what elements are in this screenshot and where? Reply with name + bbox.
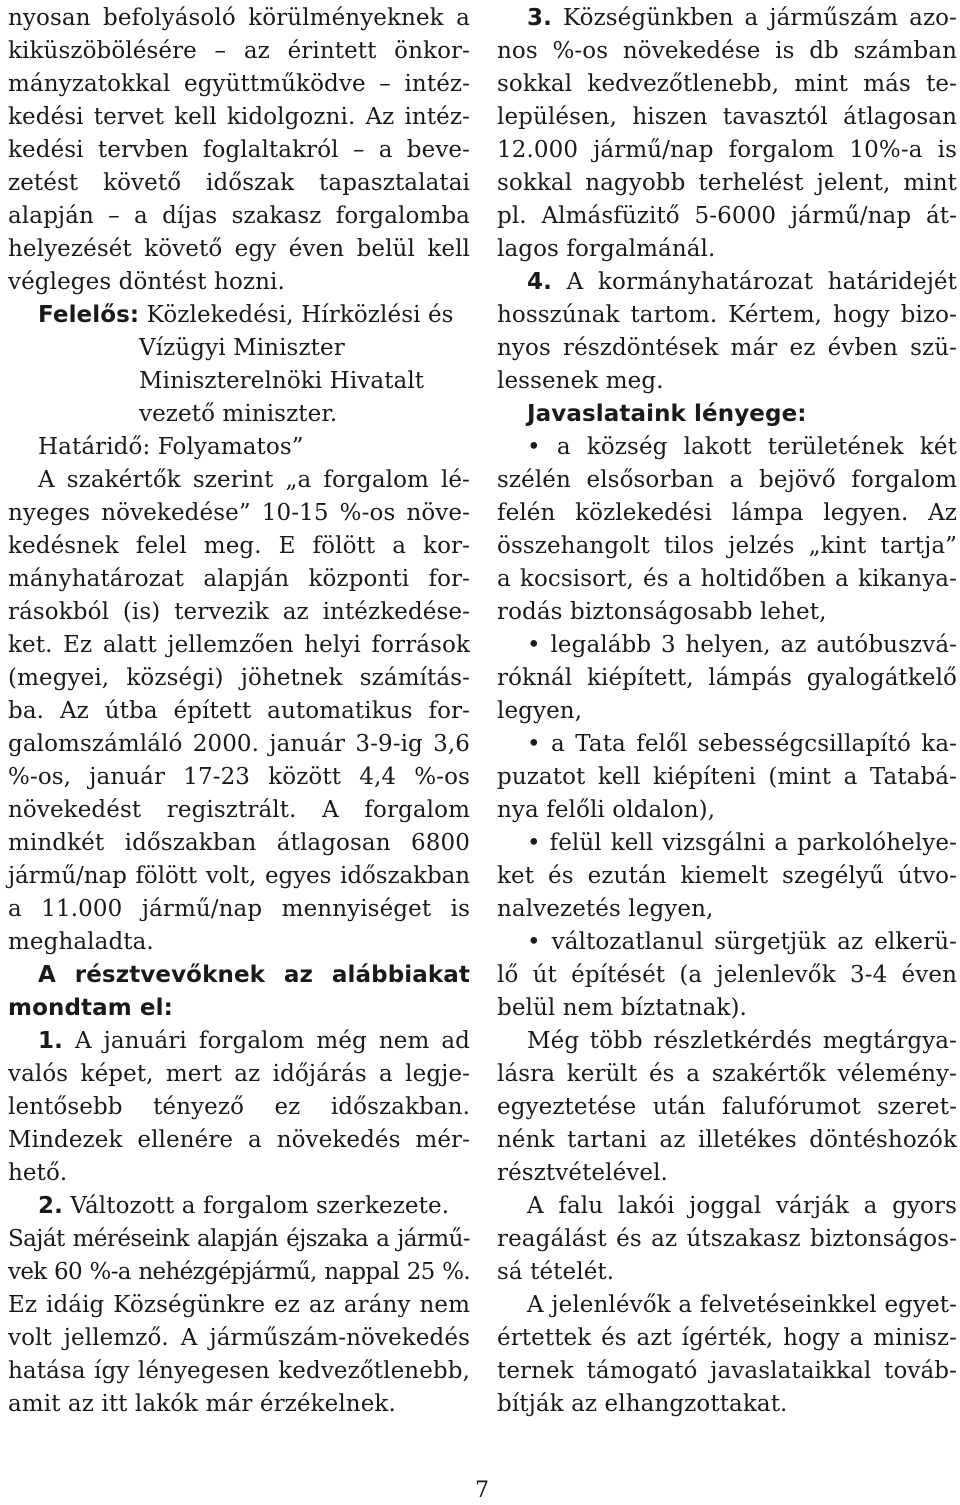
item-2 — [8, 1190, 470, 1421]
text-line: valós képet, mert az időjárás a legje- — [8, 1061, 470, 1087]
text-line: zetést követő időszak tapasztalatai — [8, 170, 470, 196]
text-line: lagos forgalmánál. — [497, 236, 716, 262]
residents-paragraph — [497, 1190, 957, 1289]
text-line: Ez idáig Községünkre ez az arány nem — [8, 1292, 470, 1318]
text-line: (megyei, községi) jöhetnek számítás- — [8, 665, 470, 691]
text-line: legyen, — [497, 698, 583, 724]
text-line: volt jellemző. A járműszám-növekedés — [8, 1325, 470, 1351]
text-line — [497, 266, 957, 299]
item-text: Változott a forgalom szerkezete. — [70, 1193, 450, 1219]
text-line: puzatot kell kiépíteni (mint a Tatabá- — [497, 764, 957, 790]
text-line: nyosan befolyásoló körülményeknek a — [8, 5, 470, 31]
text-line: %-os, január 17-23 között 4,4 %-os — [8, 764, 470, 790]
text-line: szélén elsősorban a bejövő forgalom — [497, 467, 957, 493]
text-line: a kocsisort, és a holtidőben a kikanya- — [497, 566, 957, 592]
text-line: helyezését követő egy éven belül kell — [8, 236, 470, 262]
item-4 — [497, 266, 957, 398]
responsible-text: Közlekedési, Hírközlési és — [146, 302, 454, 328]
item-1 — [8, 1025, 470, 1190]
responsible-block — [8, 299, 470, 431]
deadline-line — [8, 431, 470, 464]
text-line: mányzatokkal együttműködve – intéz- — [8, 71, 470, 97]
text-line: bítják az elhangzottakat. — [497, 1391, 788, 1417]
item-text: A januári forgalom még nem ad — [74, 1028, 470, 1054]
present-paragraph — [497, 1289, 957, 1421]
text-line: galomszámláló 2000. január 3-9-ig 3,6 — [8, 731, 470, 757]
text-line: • a Tata felől sebességcsillapító ka- — [527, 731, 957, 757]
text-line: kedési tervben foglaltakról – a beve- — [8, 137, 470, 163]
text-line: amit az itt lakók már érzékelnek. — [8, 1391, 396, 1417]
text-line: Vízügyi Miniszter — [139, 335, 345, 361]
text-line: • legalább 3 helyen, az autóbuszvá- — [527, 632, 957, 658]
responsible-label: Felelős: — [38, 302, 140, 328]
section-heading — [8, 959, 470, 1025]
intro-paragraph — [8, 2, 470, 299]
text-line: reagálást és az útszakasz biztonságos- — [497, 1226, 957, 1252]
text-line: lő út építését (a jelenlevők 3-4 éven — [497, 962, 957, 988]
text-line: róknál kiépített, lámpás gyalogátkelő — [497, 665, 957, 691]
bullet-2 — [497, 629, 957, 728]
text-line: mányhatározat alapján központi for- — [8, 566, 470, 592]
item-3 — [497, 2, 957, 266]
text-line: egyeztetése után falufórumot szeret- — [497, 1094, 957, 1120]
bullet-4 — [497, 827, 957, 926]
item-text: Községünkben a járműszám azo- — [562, 5, 957, 31]
text-line: nyos részdöntések már ez évben szü- — [497, 335, 957, 361]
text-line: sokkal kedvezőtlenebb, mint más te- — [497, 71, 957, 97]
bullet-5 — [497, 926, 957, 1025]
bullet-3 — [497, 728, 957, 827]
item-number: 3. — [527, 5, 552, 31]
text-line: kiküszöbölésére – az érintett önkor- — [8, 38, 470, 64]
text-line — [8, 299, 470, 332]
text-line: Saját méréseink alapján éjszaka a jármű- — [8, 1226, 470, 1252]
text-line — [497, 2, 957, 35]
text-line: Határidő: Folyamatos” — [38, 434, 304, 460]
text-line: vek 60 %-a nehézgépjármű, nappal 25 %. — [8, 1259, 470, 1285]
text-line: vezető miniszter. — [139, 401, 338, 427]
text-line: nyeges növekedése” 10-15 %-os növe- — [8, 500, 470, 526]
text-line: sá tételét. — [497, 1259, 615, 1285]
heading-line: Javaslataink lényege: — [527, 401, 807, 427]
text-line: ket. Ez alatt jellemzően helyi források — [8, 632, 470, 658]
text-line: pl. Almásfüzitő 5-6000 jármű/nap át- — [497, 203, 957, 229]
text-line: kedési tervet kell kidolgozni. Az intéz- — [8, 104, 470, 130]
text-line: A falu lakói joggal várják a gyors — [527, 1193, 957, 1219]
text-line: a 11.000 jármű/nap mennyiséget is — [8, 896, 470, 922]
text-line: résztvételével. — [497, 1160, 668, 1186]
text-line: sokkal nagyobb terhelést jelent, mint — [497, 170, 957, 196]
text-line: értettek és azt ígérték, hogy a minisz- — [497, 1325, 957, 1351]
text-line: Még több részletkérdés megtárgya- — [527, 1028, 957, 1054]
text-line: Miniszterelnöki Hivatalt — [139, 368, 425, 394]
text-line: lessenek meg. — [497, 368, 664, 394]
text-line: lentősebb tényező ez időszakban. — [8, 1094, 470, 1120]
more-paragraph — [497, 1025, 957, 1190]
item-number: 4. — [527, 269, 552, 295]
text-line: • változatlanul sürgetjük az elkerü- — [527, 929, 957, 955]
text-line: nalvezetés legyen, — [497, 896, 714, 922]
text-line: lásra került és a szakértők vélemény- — [497, 1061, 957, 1087]
text-line: • a község lakott területének két — [527, 434, 957, 460]
text-line: nya felőli oldalon), — [497, 797, 716, 823]
text-line: felén közlekedési lámpa legyen. Az — [497, 500, 957, 526]
text-line — [8, 1190, 470, 1223]
item-text: A kormányhatározat határidejét — [566, 269, 957, 295]
heading-line: mondtam el: — [8, 995, 173, 1021]
experts-paragraph — [8, 464, 470, 959]
text-line: lepülésen, hiszen tavasztól átlagosan — [497, 104, 957, 130]
text-line: jármű/nap fölött volt, egyes időszakban — [8, 863, 470, 889]
text-line: végleges döntést hozni. — [8, 269, 285, 295]
text-line: A jelenlévők a felvetéseinkkel egyet- — [527, 1292, 957, 1318]
text-line: nénk tartani az illetékes döntéshozók — [497, 1127, 957, 1153]
left-column — [8, 0, 470, 1421]
text-line: hatása így lényegesen kedvezőtlenebb, — [8, 1358, 470, 1384]
text-line — [8, 1025, 470, 1058]
text-line: növekedést regisztrált. A forgalom — [8, 797, 470, 823]
proposals-heading — [497, 398, 957, 431]
page-number: 7 — [475, 1478, 489, 1503]
item-number: 1. — [38, 1028, 63, 1054]
heading-line: A résztvevőknek az alábbiakat — [38, 962, 470, 988]
text-line: Mindezek ellenére a növekedés mér- — [8, 1127, 470, 1153]
item-number: 2. — [38, 1193, 63, 1219]
text-line: rodás biztonságosabb lehet, — [497, 599, 827, 625]
text-line: rásokból (is) tervezik az intézkedése- — [8, 599, 470, 625]
text-line: belül nem bíztatnak). — [497, 995, 747, 1021]
text-line: meghaladta. — [8, 929, 154, 955]
text-line: A szakértők szerint „a forgalom lé- — [38, 467, 470, 493]
text-line: ba. Az útba épített automatikus for- — [8, 698, 470, 724]
text-line: összehangolt tilos jelzés „kint tartja” — [497, 533, 957, 559]
text-line: hosszúnak tartom. Kértem, hogy bizo- — [497, 302, 957, 328]
text-line: ket és ezután kiemelt szegélyű útvo- — [497, 863, 957, 889]
text-line: nos %-os növekedése is db számban — [497, 38, 957, 64]
text-line: ternek támogató javaslataikkal továb- — [497, 1358, 957, 1384]
text-line: kedésnek felel meg. E fölött a kor- — [8, 533, 470, 559]
bullet-1 — [497, 431, 957, 629]
right-column — [497, 0, 957, 1421]
text-line: mindkét időszakban átlagosan 6800 — [8, 830, 470, 856]
text-line: 12.000 jármű/nap forgalom 10%-a is — [497, 137, 957, 163]
text-line: hető. — [8, 1160, 68, 1186]
text-line: • felül kell vizsgálni a parkolóhelye- — [527, 830, 957, 856]
text-line: alapján – a díjas szakasz forgalomba — [8, 203, 470, 229]
